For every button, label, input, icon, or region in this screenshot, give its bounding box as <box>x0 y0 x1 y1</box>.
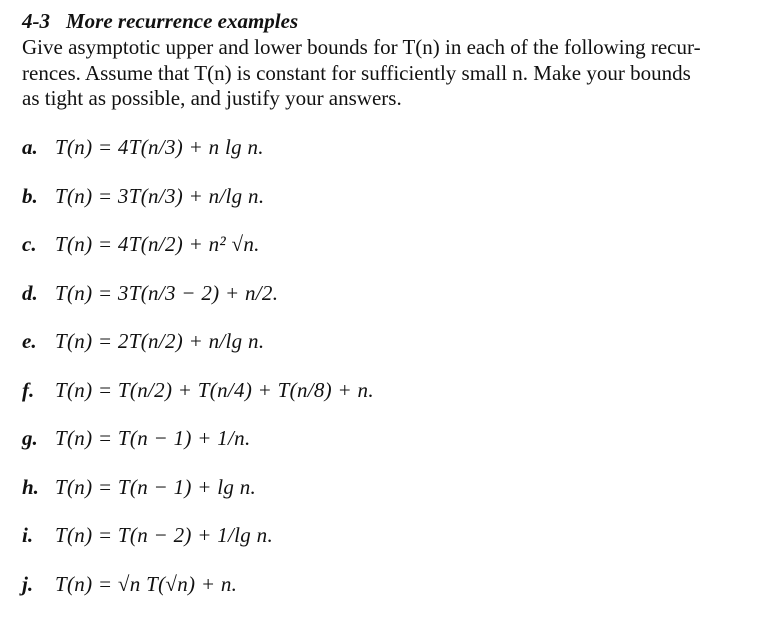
recurrence-item <box>22 522 752 571</box>
item-label: a. <box>22 134 55 160</box>
item-equation: T(n) = T(n − 2) + 1/lg n. <box>55 523 273 547</box>
item-equation: T(n) = T(n − 1) + lg n. <box>55 475 256 499</box>
intro-line: as tight as possible, and justify your answers. <box>22 86 752 112</box>
item-label: i. <box>22 522 55 548</box>
item-label: g. <box>22 425 55 451</box>
item-equation: T(n) = √n T(√n) + n. <box>55 572 237 596</box>
item-equation: T(n) = 4T(n/2) + n² √n. <box>55 232 260 256</box>
recurrence-item <box>22 377 752 426</box>
problem-title: More recurrence examples <box>66 9 298 33</box>
intro-line: Give asymptotic upper and lower bounds for T(n) in each of the following recur- <box>22 35 752 61</box>
item-label: d. <box>22 280 55 306</box>
item-label: h. <box>22 474 55 500</box>
recurrence-item <box>22 571 752 619</box>
recurrence-item <box>22 474 752 523</box>
intro-line: rences. Assume that T(n) is constant for sufficiently small n. Make your bounds <box>22 61 752 87</box>
item-equation: T(n) = T(n/2) + T(n/4) + T(n/8) + n. <box>55 378 374 402</box>
recurrence-item <box>22 328 752 377</box>
item-label: f. <box>22 377 55 403</box>
problem-heading <box>22 8 752 35</box>
item-equation: T(n) = T(n − 1) + 1/n. <box>55 426 251 450</box>
problem-number: 4-3 <box>22 9 50 33</box>
recurrence-item <box>22 134 752 183</box>
recurrence-list <box>22 134 752 619</box>
recurrence-item <box>22 231 752 280</box>
recurrence-item <box>22 425 752 474</box>
item-equation: T(n) = 3T(n/3 − 2) + n/2. <box>55 281 278 305</box>
item-label: e. <box>22 328 55 354</box>
problem-page <box>22 8 752 112</box>
item-equation: T(n) = 2T(n/2) + n/lg n. <box>55 329 264 353</box>
item-label: c. <box>22 231 55 257</box>
item-label: j. <box>22 571 55 597</box>
item-equation: T(n) = 3T(n/3) + n/lg n. <box>55 184 264 208</box>
problem-intro <box>22 35 752 112</box>
recurrence-item <box>22 280 752 329</box>
item-equation: T(n) = 4T(n/3) + n lg n. <box>55 135 264 159</box>
item-label: b. <box>22 183 55 209</box>
recurrence-item <box>22 183 752 232</box>
